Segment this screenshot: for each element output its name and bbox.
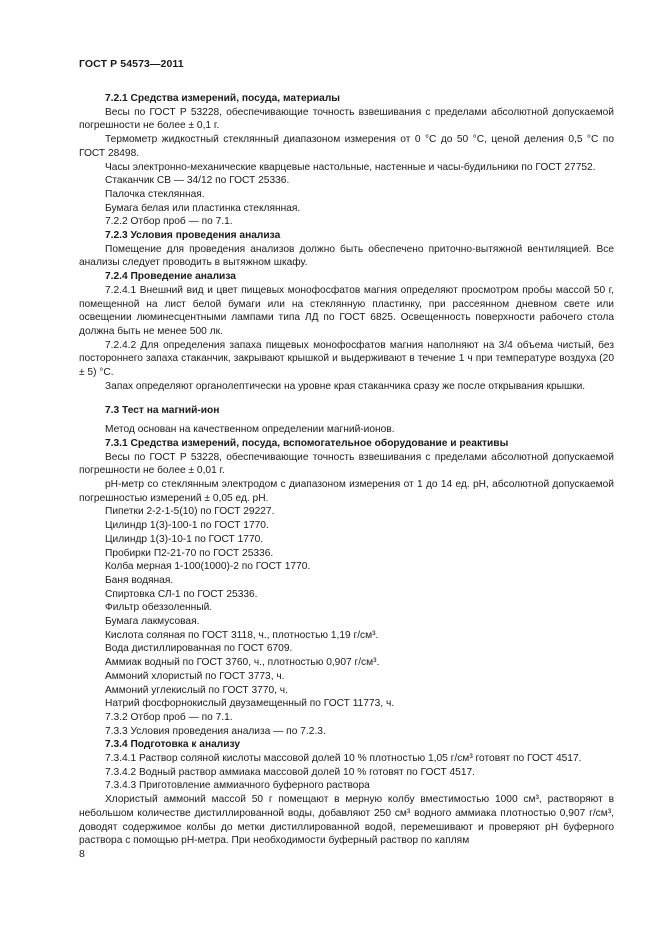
text-paragraph: Весы по ГОСТ Р 53228, обеспечивающие точность взвешивания с пределами абсолютной допускаемой погрешности не более ± 0,1 г. [79,106,614,132]
text-paragraph: Стаканчик СВ — 34/12 по ГОСТ 25336. [105,175,290,187]
text-paragraph: Помещение для проведения анализов должно быть обеспечено приточно-вытяжной вентиляцией. Все анализы следует проводить в вытяжном шкафу. [79,243,614,269]
list-item: Аммиак водный по ГОСТ 3760, ч., плотностью 0,907 г/см³. [105,657,380,669]
text-paragraph: Бумага белая или пластинка стеклянная. [105,202,301,214]
list-item: Цилиндр 1(3)-100-1 по ГОСТ 1770. [105,520,269,532]
section-heading: 7.2.1 Средства измерений, посуда, материалы [105,93,341,104]
section-heading: 7.3.4 Подготовка к анализу [105,739,241,751]
list-item: Аммоний углекислый по ГОСТ 3770, ч. [105,684,288,696]
text-paragraph: 7.3.4.1 Раствор соляной кислоты массовой долей 10 % плотностью 1,05 г/см³ готовят по ГОСТ 4517. [105,753,582,765]
list-item: Аммоний хлористый по ГОСТ 3773, ч. [105,670,285,682]
text-paragraph: 7.3.3 Условия проведения анализа — по 7.2.3. [105,725,326,737]
spacer [79,393,614,404]
text-paragraph: Хлористый аммоний массой 50 г помещают в мерную колбу вместимостью 1000 см³, растворяют в небольшом количестве дистиллированной воды, добавляют 250 см³ водного аммиака плотностью 0,907 г/см³, доводят содержимое колбы до метки дистиллированной водой, перемешивают и проверяют рН буферного раствора с помощью рН-метра. При необходимости буферный раствор по каплям [79,794,614,847]
list-item: Пробирки П2-21-70 по ГОСТ 25336. [105,547,274,559]
text-paragraph: 7.2.4.1 Внешний вид и цвет пищевых монофосфатов магния определяют просмотром пробы массой 50 г, помещенной на лист белой бумаги или на стеклянную пластинку, при рассеянном дневном свете или освещении люминесцентными лампами типа ЛД по ГОСТ 6825. Освещенность поверхности рабочего стола должна быть не менее 500 лк. [79,284,614,337]
text-paragraph: 7.2.2 Отбор проб — по 7.1. [105,216,233,228]
text-paragraph: 7.3.4.2 Водный раствор аммиака массовой долей 10 % готовят по ГОСТ 4517. [105,766,475,778]
list-item: Пипетки 2-2-1-5(10) по ГОСТ 29227. [105,506,275,518]
list-item: Колба мерная 1-100(1000)-2 по ГОСТ 1770. [105,561,311,573]
text-paragraph: 7.2.4.2 Для определения запаха пищевых монофосфатов магния наполняют на 3/4 объема чистый, без постороннего запаха стаканчик, закрывают крышкой и выдерживают в течение 1 ч при температуре воздуха (20 ± 5) °С. [79,339,614,379]
text-paragraph: Метод основан на качественном определении магний-ионов. [105,424,395,436]
text-paragraph: 7.3.2 Отбор проб — по 7.1. [105,711,233,723]
text-paragraph: Запах определяют органолептически на уровне края стаканчика сразу же после открывания крышки. [105,380,586,392]
section-heading: 7.2.4 Проведение анализа [105,271,236,283]
list-item: Баня водяная. [105,574,174,586]
list-item: Кислота соляная по ГОСТ 3118, ч., плотностью 1,19 г/см³. [105,629,379,641]
list-item: Бумага лакмусовая. [105,616,200,628]
section-heading: 7.3.1 Средства измерений, посуда, вспомогательное оборудование и реактивы [105,437,509,449]
document-header: ГОСТ Р 54573—2011 [79,58,184,70]
text-paragraph: рН-метр со стеклянным электродом с диапазоном измерения от 1 до 14 ед. рН, абсолютной допускаемой погрешностью измерений ± 0,05 ед. рН. [79,478,614,504]
list-item: Цилиндр 1(3)-10-1 по ГОСТ 1770. [105,533,264,545]
text-paragraph: Часы электронно-механические кварцевые настольные, настенные и часы-будильники по ГОСТ 27752. [105,161,596,173]
text-paragraph: 7.3.4.3 Приготовление аммиачного буферного раствора [105,780,370,792]
section-heading: 7.3 Тест на магний-ион [105,405,220,417]
text-paragraph: Весы по ГОСТ Р 53228, обеспечивающие точность взвешивания с пределами абсолютной допускаемой погрешности не более ± 0,01 г. [79,451,614,477]
list-item: Спиртовка СЛ-1 по ГОСТ 25336. [105,588,258,600]
text-paragraph: Термометр жидкостный стеклянный диапазоном измерения от 0 °С до 50 °С, ценой деления 0,5 °С по ГОСТ 28498. [79,134,614,159]
list-item: Натрий фосфорнокислый двузамещенный по ГОСТ 11773, ч. [105,698,395,710]
page-body [79,92,614,848]
list-item: Вода дистиллированная по ГОСТ 6709. [105,643,293,655]
list-item: Фильтр обеззоленный. [105,602,213,614]
section-heading: 7.2.3 Условия проведения анализа [105,230,281,242]
page-number: 8 [79,848,85,860]
text-paragraph: Палочка стеклянная. [105,188,205,200]
